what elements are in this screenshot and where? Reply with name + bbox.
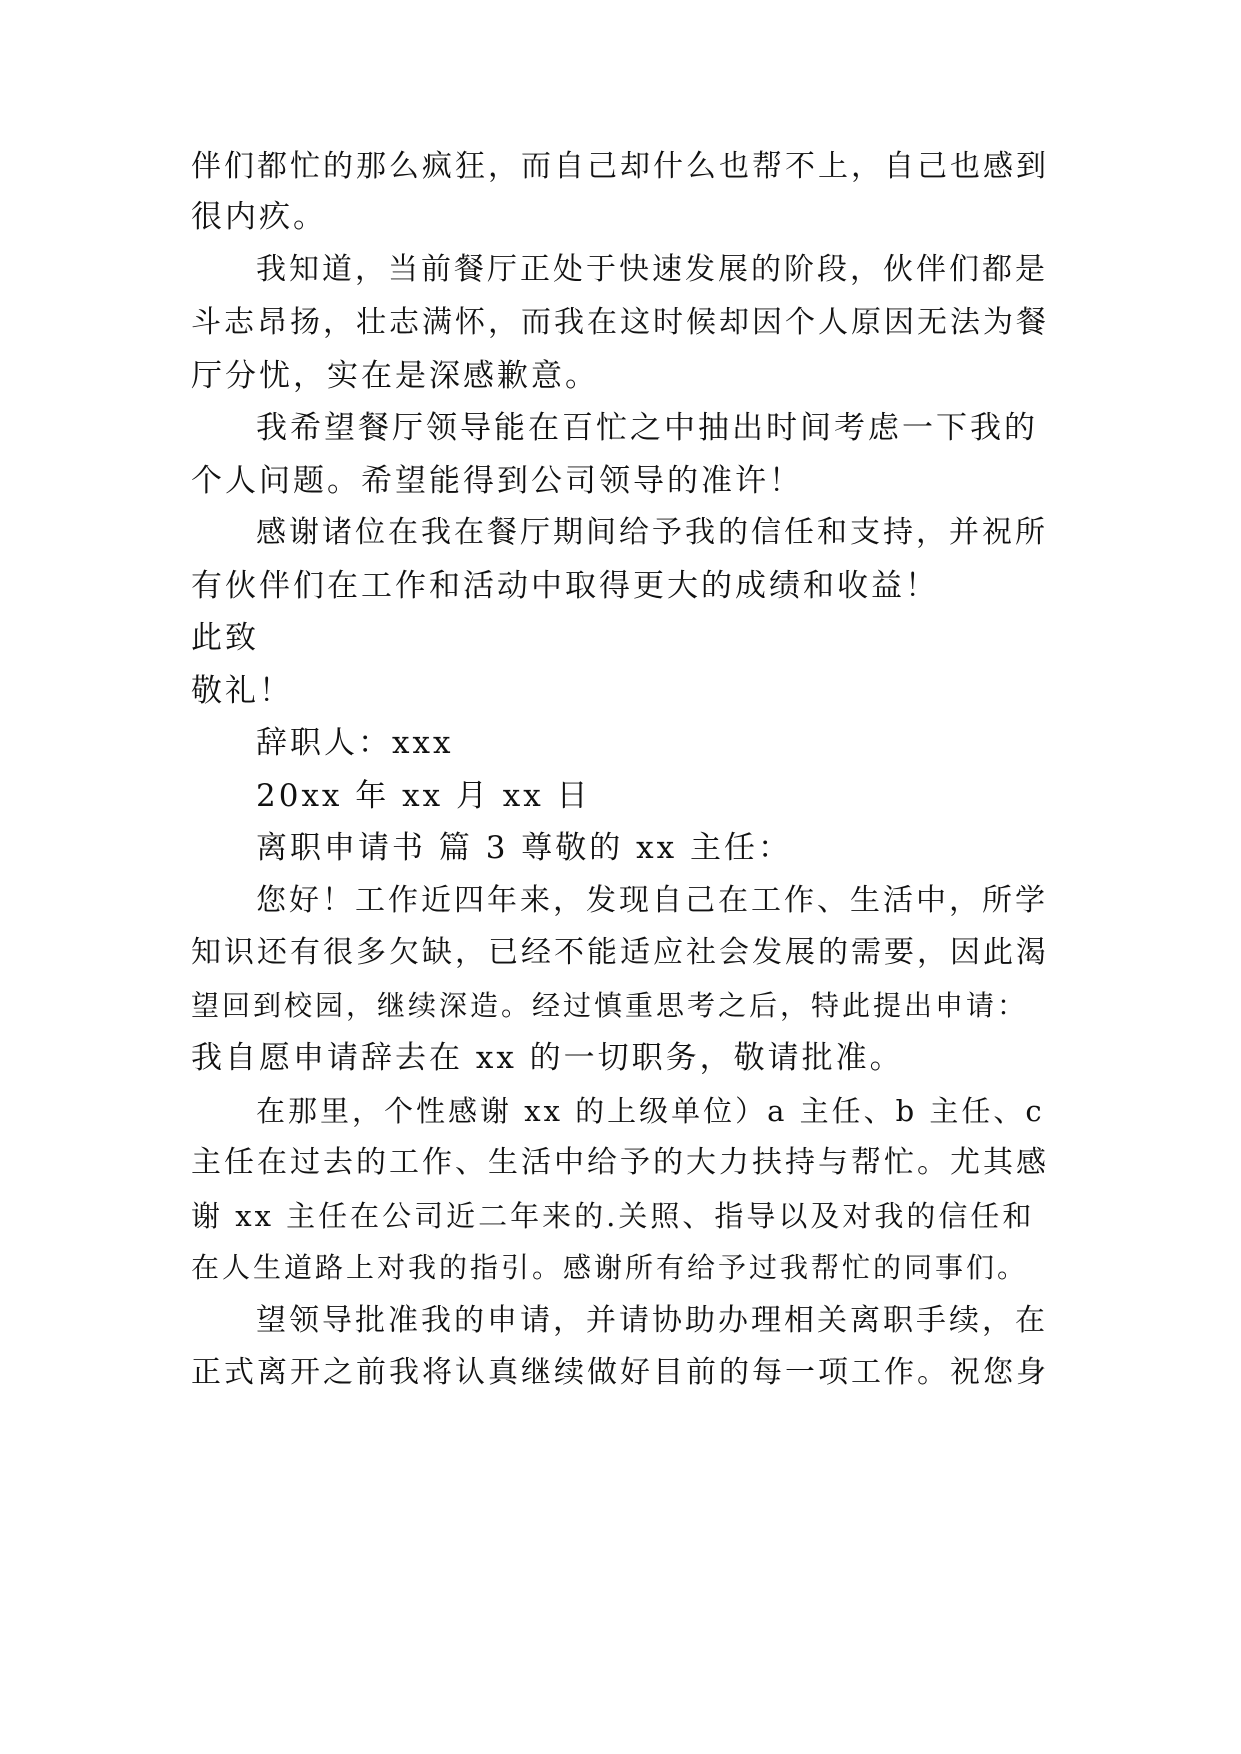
text-line: 我自愿申请辞去在 xx 的一切职务，敬请批准。 <box>191 1040 904 1076</box>
text-line: 厅分忧，实在是深感歉意。 <box>191 358 599 394</box>
text-line: 主任在过去的工作、生活中给予的大力扶持与帮忙。尤其感 <box>191 1145 1049 1180</box>
text-line: 望回到校园，继续深造。经过慎重思考之后，特此提出申请： <box>191 989 1029 1022</box>
text-line: 正式离开之前我将认真继续做好目前的每一项工作。祝您身 <box>191 1355 1049 1390</box>
text-line: 谢 xx 主任在公司近二年来的.关照、指导以及对我的信任和 <box>191 1199 1035 1233</box>
text-line: 斗志昂扬，壮志满怀，而我在这时候却因个人原因无法为餐 <box>191 305 1049 340</box>
paragraph-start: 在那里，个性感谢 xx 的上级单位）a 主任、b 主任、c <box>256 1094 1045 1128</box>
paragraph-start: 望领导批准我的申请，并请协助办理相关离职手续，在 <box>256 1303 1048 1338</box>
signature-name: 辞职人：xxx <box>256 725 454 761</box>
text-line: 很内疚。 <box>191 199 327 235</box>
paragraph-start: 感谢诸位在我在餐厅期间给予我的信任和支持，并祝所 <box>256 515 1048 550</box>
paragraph-start: 我知道，当前餐厅正处于快速发展的阶段，伙伴们都是 <box>256 252 1048 287</box>
section-heading: 离职申请书 篇 3 尊敬的 xx 主任： <box>256 830 792 866</box>
paragraph-start: 您好！工作近四年来，发现自己在工作、生活中，所学 <box>256 883 1048 918</box>
paragraph-start: 我希望餐厅领导能在百忙之中抽出时间考虑一下我的 <box>256 410 1038 446</box>
text-line: 知识还有很多欠缺，已经不能适应社会发展的需要，因此渴 <box>191 935 1049 970</box>
signature-date: 20xx 年 xx 月 xx 日 <box>256 778 591 814</box>
closing-salutation: 此致 <box>191 620 259 656</box>
text-line: 个人问题。希望能得到公司领导的准许！ <box>191 463 803 499</box>
text-line: 在人生道路上对我的指引。感谢所有给予过我帮忙的同事们。 <box>191 1251 1029 1284</box>
closing-regards: 敬礼！ <box>191 673 293 709</box>
text-line: 有伙伴们在工作和活动中取得更大的成绩和收益！ <box>191 568 939 604</box>
text-line: 伴们都忙的那么疯狂，而自己却什么也帮不上，自己也感到 <box>191 149 1049 184</box>
